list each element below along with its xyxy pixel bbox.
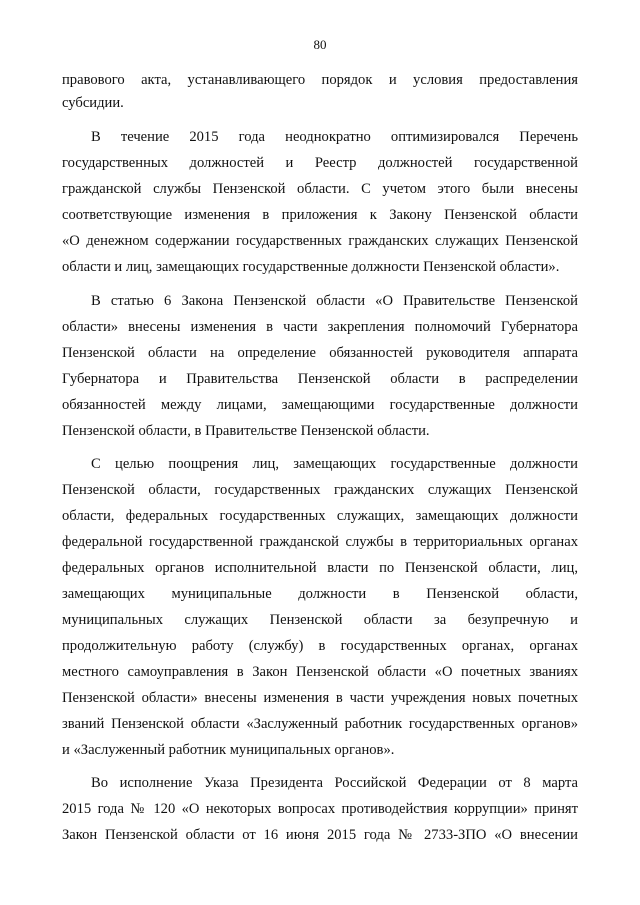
text-line: С целью поощрения лиц, замещающих государственные должности xyxy=(91,456,578,472)
text-line: Губернатора и Правительства Пензенской области в распределении xyxy=(62,371,578,387)
text-line: государственных должностей и Реестр должностей государственной xyxy=(62,155,578,171)
text-line: званий Пензенской области «Заслуженный работник государственных органов» xyxy=(62,716,578,732)
text-line: 2015 года № 120 «О некоторых вопросах противодействия коррупции» принят xyxy=(62,801,578,817)
text-line: обязанностей между лицами, замещающими государственные должности xyxy=(62,397,578,413)
text-line: гражданской службы Пензенской области. С учетом этого были внесены xyxy=(62,181,578,197)
text-line: В течение 2015 года неоднократно оптимизировался Перечень xyxy=(91,129,578,145)
text-line: Пензенской области, в Правительстве Пензенской области. xyxy=(62,423,430,439)
text-line: В статью 6 Закона Пензенской области «О Правительстве Пензенской xyxy=(91,293,578,309)
text-line: правового акта, устанавливающего порядок и условия предоставления xyxy=(62,72,578,88)
text-line: области, федеральных государственных служащих, замещающих должности xyxy=(62,508,578,524)
text-line: местного самоуправления в Закон Пензенской области «О почетных званиях xyxy=(62,664,578,680)
text-line: области и лиц, замещающих государственные должности Пензенской области». xyxy=(62,259,560,275)
text-line: и «Заслуженный работник муниципальных органов». xyxy=(62,742,395,758)
text-line: Пензенской области на определение обязанностей руководителя аппарата xyxy=(62,345,578,361)
text-line: Во исполнение Указа Президента Российской Федерации от 8 марта xyxy=(91,775,578,791)
text-line: Закон Пензенской области от 16 июня 2015 года № 2733-ЗПО «О внесении xyxy=(62,827,578,843)
text-line: «О денежном содержании государственных гражданских служащих Пензенской xyxy=(62,233,578,249)
text-line: продолжительную работу (службу) в государственных органах, органах xyxy=(62,638,578,654)
text-line: Пензенской области» внесены изменения в части учреждения новых почетных xyxy=(62,690,578,706)
text-line: муниципальных служащих Пензенской области за безупречную и xyxy=(62,612,578,628)
text-line: замещающих муниципальные должности в Пензенской области, xyxy=(62,586,578,602)
text-line: области» внесены изменения в части закрепления полномочий Губернатора xyxy=(62,319,578,335)
text-line: Пензенской области, государственных гражданских служащих Пензенской xyxy=(62,482,578,498)
text-line: федеральных органов исполнительной власти по Пензенской области, лиц, xyxy=(62,560,578,576)
text-line: субсидии. xyxy=(62,95,124,111)
page-number: 80 xyxy=(313,37,327,52)
text-line: соответствующие изменения в приложения к Закону Пензенской области xyxy=(62,207,578,223)
text-line: федеральной государственной гражданской службы в территориальных органах xyxy=(62,534,578,550)
